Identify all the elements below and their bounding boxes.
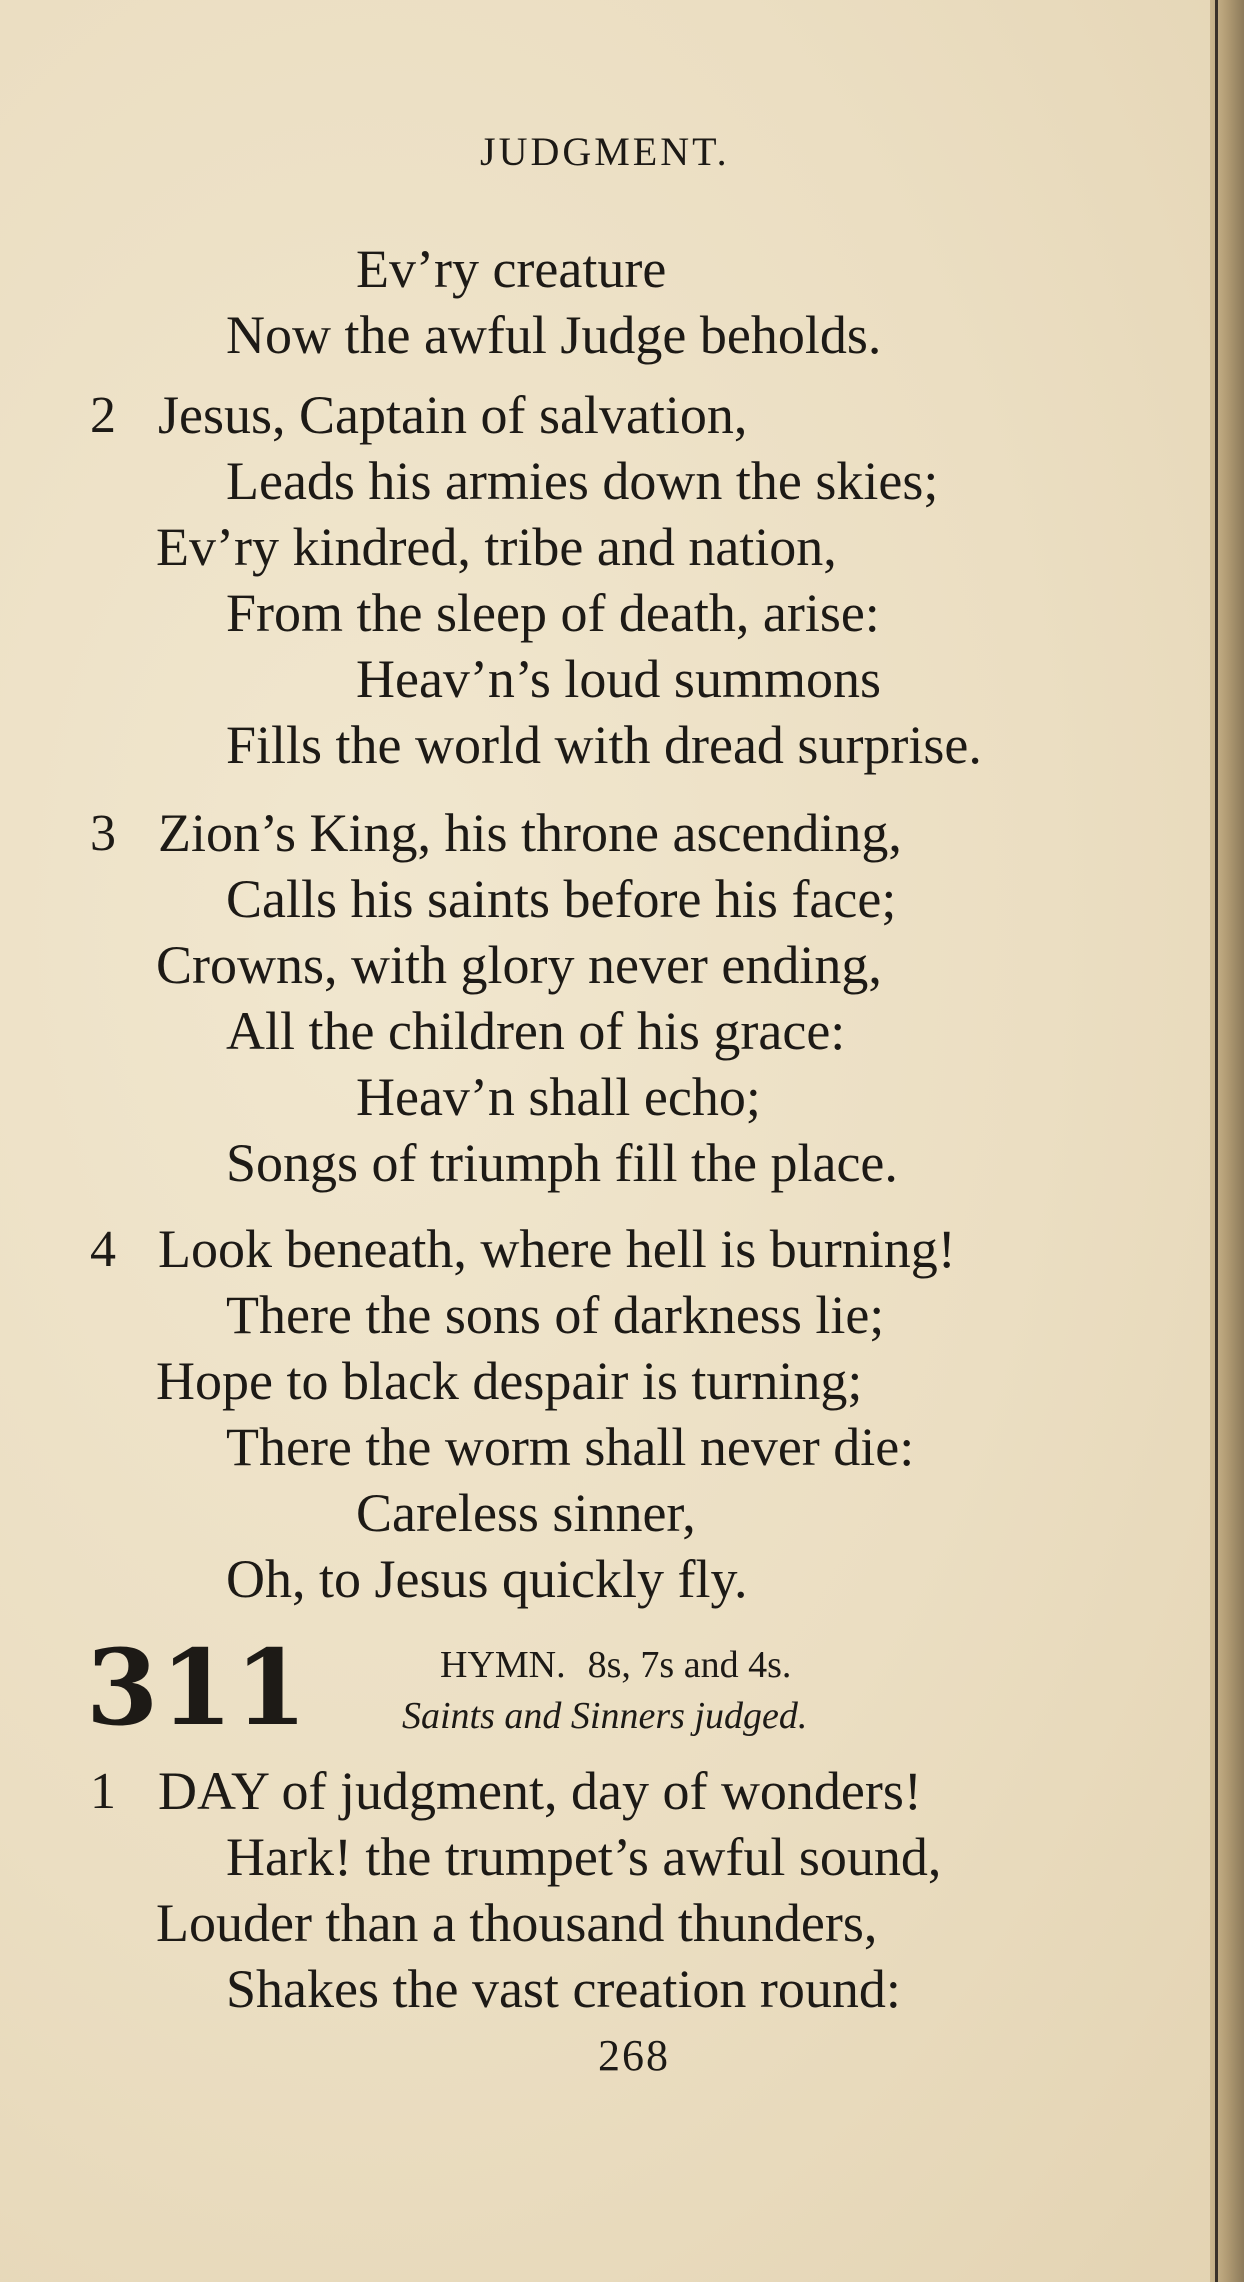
hymn-label: HYMN. — [440, 1644, 566, 1686]
hymn-meter: 8s, 7s and 4s. — [587, 1644, 792, 1686]
verse-line: Fills the world with dread surprise. — [226, 715, 982, 775]
gutter-edge-line — [1215, 0, 1218, 2282]
verse-line: All the children of his grace: — [226, 1001, 846, 1061]
verse-line: There the sons of darkness lie; — [226, 1285, 885, 1345]
verse-line: Shakes the vast creation round: — [226, 1959, 901, 2019]
verse-line: Ev’ry kindred, tribe and nation, — [156, 517, 837, 577]
hymn-subtitle: Saints and Sinners judged. — [402, 1695, 808, 1737]
verse-line: Leads his armies down the skies; — [226, 451, 939, 511]
page-number: 268 — [598, 2031, 670, 2080]
verse-line: Zion’s King, his throne ascending, — [158, 803, 902, 863]
verse-number: 4 — [90, 1221, 116, 1278]
verse-line: Louder than a thousand thunders, — [156, 1893, 878, 1953]
hymn-heading — [440, 1643, 791, 1687]
verse-line: Look beneath, where hell is burning! — [158, 1219, 956, 1279]
verse-number: 3 — [90, 805, 116, 862]
verse-line: DAY of judgment, day of wonders! — [158, 1761, 922, 1821]
verse-line: Heav’n shall echo; — [356, 1067, 761, 1127]
verse-number: 2 — [90, 387, 116, 444]
verse-line: Crowns, with glory never ending, — [156, 935, 882, 995]
verse-line: Calls his saints before his face; — [226, 869, 897, 929]
verse-line: There the worm shall never die: — [226, 1417, 915, 1477]
verse-line: Heav’n’s loud summons — [356, 649, 881, 709]
verse-line: Hark! the trumpet’s awful sound, — [226, 1827, 942, 1887]
verse-line: Oh, to Jesus quickly fly. — [226, 1549, 748, 1609]
verse-line: Hope to black despair is turning; — [156, 1351, 863, 1411]
verse-number: 1 — [90, 1763, 116, 1820]
verse-line: Careless sinner, — [356, 1483, 696, 1543]
verse-line: Ev’ry creature — [356, 239, 667, 299]
verse-line: Now the awful Judge beholds. — [226, 305, 882, 365]
verse-line: From the sleep of death, arise: — [226, 583, 880, 643]
running-head: JUDGMENT. — [480, 129, 730, 174]
verse-line: Songs of triumph fill the place. — [226, 1133, 898, 1193]
verse-line: Jesus, Captain of salvation, — [158, 385, 748, 445]
hymn-number: 311 — [86, 1626, 310, 1749]
